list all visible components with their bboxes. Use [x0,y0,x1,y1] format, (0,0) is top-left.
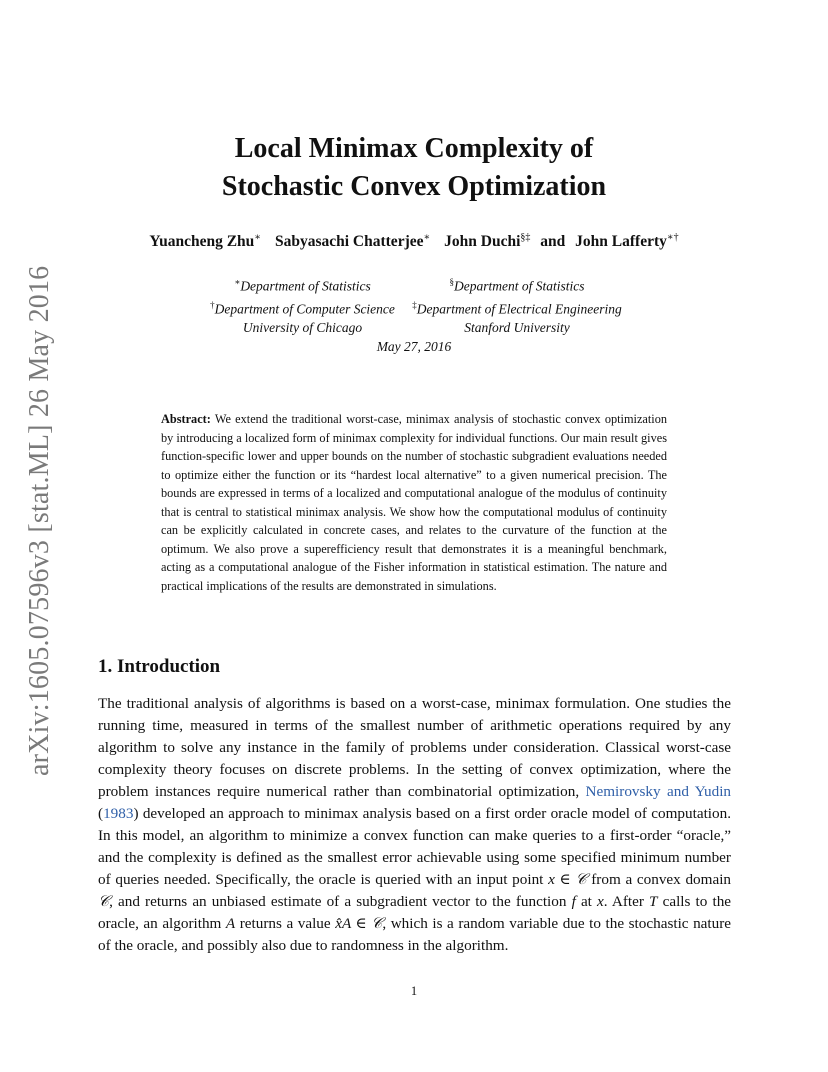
author-name: John Lafferty [575,233,667,251]
author-list [0,232,828,251]
author-name: Sabyasachi Chatterjee [274,233,424,251]
title-line-1: Local Minimax Complexity of [234,133,594,164]
math-inline: T [649,893,658,910]
title-line-2: Stochastic Convex Optimization [221,171,607,202]
citation-link-authors[interactable]: Nemirovsky and Yudin [585,783,732,800]
author-affiliation-mark: ∗† [666,232,679,243]
math-inline: 𝒞 [98,893,110,910]
paper-date: May 27, 2016 [376,339,452,354]
math-inline: x ∈ 𝒞 [548,871,587,888]
affiliation-line: Stanford University [464,320,570,335]
affiliations-stanford [408,273,626,338]
author-affiliation-mark: ∗ [423,232,431,243]
math-inline: x̂A ∈ 𝒞 [335,915,383,932]
affiliations-chicago [200,273,405,338]
math-inline: x [597,893,604,910]
introduction-paragraph: The traditional analysis of algorithms is based on a worst-case, minimax formulation. One studies the running time, measured in terms of the smallest number of arithmetic operations required by any algorithm to solve any instance in the family of problems under consideration. Classical worst-case complexity theory focuses on discrete problems. In the setting of convex optimization, where the problem instances require numerical rather than combinatorial optimization, Nemirovsky and Yudin (1983) developed an approach to minimax analysis based on a first order oracle model of computation. In this model, an algorithm to minimize a convex function can make queries to a first-order “oracle,” and the complexity is defined as the smallest error achievable using some specified minimum number of queries needed. Specifically, the oracle is queried with an input point x ∈ 𝒞 from a convex domain 𝒞, and returns an unbiased estimate of a subgradient vector to the function f at x. After T calls to the oracle, an algorithm A returns a value x̂A ∈ 𝒞, which is a random variable due to the stochastic nature of the oracle, and possibly also due to randomness in the algorithm. [98,695,732,954]
affiliation-mark: ‡ [412,300,417,310]
affiliation-line: University of Chicago [242,320,363,335]
author-name: Yuancheng Zhu [149,233,255,251]
section-heading-introduction: 1. Introduction [98,656,221,677]
citation-link-year[interactable]: 1983 [103,805,134,822]
affiliation-line: §Department of Statistics [449,277,585,294]
abstract [161,410,667,595]
affiliation-line: ‡Department of Electrical Engineering [412,300,622,317]
math-inline: A [225,915,236,932]
affiliation-mark: ∗ [234,277,241,287]
math-inline: f [571,893,576,910]
affiliation-mark: § [449,277,454,287]
author-affiliation-mark: ∗ [254,232,262,243]
author-affiliation-mark: §‡ [520,232,531,243]
arxiv-identifier-stamp: arXiv:1605.07596v3 [stat.ML] 26 May 2016 [24,265,55,776]
page-number: 1 [410,984,418,998]
author-conjunction: and [540,233,566,251]
affiliation-line: ∗Department of Statistics [234,277,371,294]
author-name: John Duchi [444,233,521,251]
abstract-label: Abstract: [161,412,211,426]
abstract-text: We extend the traditional worst-case, minimax analysis of stochastic convex optimization by introducing a localized form of minimax complexity for individual functions. Our main result gives function-specific lower and upper bounds on the number of stochastic subgradient evaluations needed to optimize either the function or its “hardest local alternative” to a given numerical precision. The bounds are expressed in terms of a localized and computational analogue of the modulus of continuity that is central to statistical minimax analysis. We show how the computational modulus of continuity can be explicitly calculated in concrete cases, and relates to the curvature of the function at the optimum. We also prove a superefficiency result that demonstrates it is a meaningful benchmark, acting as a computational analogue of the Fisher information in statistical estimation. The nature and practical implications of the results are demonstrated in simulations. [161,412,667,593]
paper-title [0,130,828,206]
affiliation-mark: † [210,300,215,310]
affiliation-line: †Department of Computer Science [210,300,395,317]
